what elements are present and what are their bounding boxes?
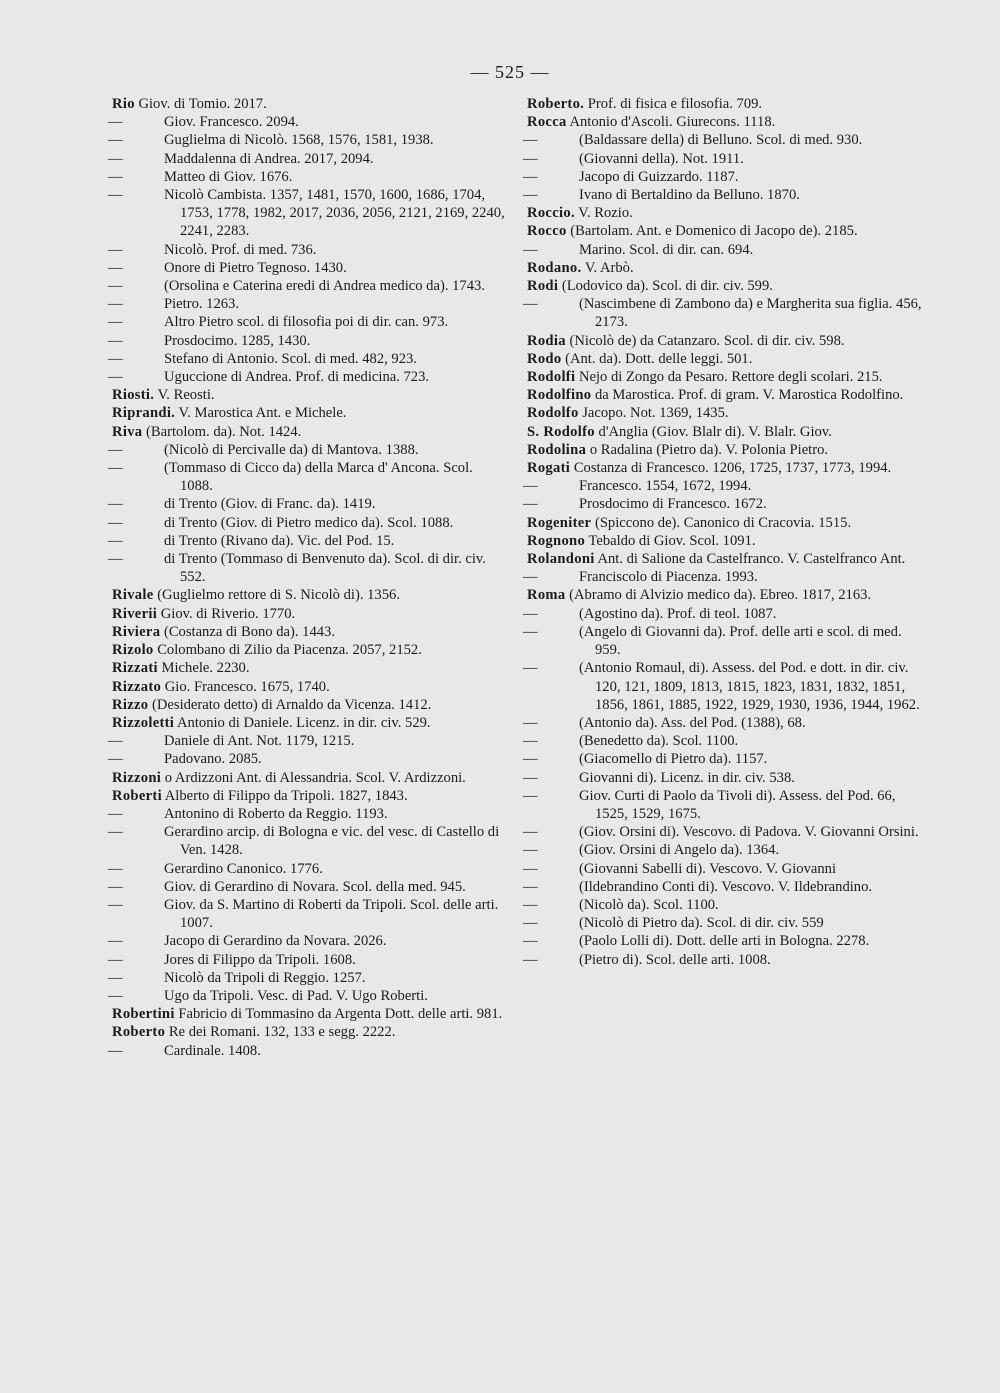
index-subentry <box>108 951 507 969</box>
index-subentry <box>523 769 922 787</box>
entry-dash: — <box>108 733 123 750</box>
index-subentry <box>108 750 507 768</box>
entry-dash: — <box>108 751 123 768</box>
entry-text: (Bartolam. Ant. e Domenico di Jacopo de). 2185. <box>570 223 858 240</box>
entry-headword: Rodo <box>527 350 562 367</box>
entry-text: (Ant. da). Dott. delle leggi. 501. <box>565 350 753 367</box>
entry-headword: Rolandoni <box>527 551 595 568</box>
entry-headword: Rizzo <box>112 696 149 713</box>
index-subentry <box>108 550 507 586</box>
entry-text: d'Anglia (Giov. Blalr di). V. Blalr. Giov. <box>598 423 832 440</box>
index-subentry <box>523 150 922 168</box>
index-entry <box>527 259 922 277</box>
entry-text: Nicolò. Prof. di med. 736. <box>164 241 317 258</box>
entry-headword: Riosti. <box>112 387 155 404</box>
index-subentry <box>523 605 922 623</box>
entry-text: Costanza di Francesco. 1206, 1725, 1737, 1773, 1994. <box>573 460 892 477</box>
entry-text: (Guglielmo rettore di S. Nicolò di). 1356. <box>157 587 400 604</box>
entry-text: (Nicolò de) da Catanzaro. Scol. di dir. civ. 598. <box>569 332 845 349</box>
index-entry <box>527 222 922 240</box>
index-entry <box>527 386 922 404</box>
entry-dash: — <box>523 660 538 677</box>
entry-dash: — <box>108 551 123 568</box>
index-subentry <box>523 787 922 823</box>
index-subentry <box>523 241 922 259</box>
index-subentry <box>108 459 507 495</box>
entry-dash: — <box>523 733 538 750</box>
entry-text: Gerardino Canonico. 1776. <box>164 860 323 877</box>
entry-dash: — <box>108 951 123 968</box>
entry-dash: — <box>108 332 123 349</box>
entry-text: o Radalina (Pietro da). V. Polonia Pietro. <box>589 441 829 458</box>
index-subentry <box>108 186 507 241</box>
index-entry <box>112 586 507 604</box>
entry-text: (Antonio da). Ass. del Pod. (1388), 68. <box>579 714 806 731</box>
entry-text: (Giovanni della). Not. 1911. <box>579 150 744 167</box>
index-entry <box>112 95 507 113</box>
index-subentry <box>108 732 507 750</box>
index-entry <box>112 696 507 714</box>
entry-dash: — <box>523 605 538 622</box>
entry-text: (Nicolò da). Scol. 1100. <box>579 896 719 913</box>
entry-dash: — <box>523 933 538 950</box>
entry-headword: Rodia <box>527 332 566 349</box>
index-entry <box>112 404 507 422</box>
index-subentry <box>108 313 507 331</box>
entry-text: Daniele di Ant. Not. 1179, 1215. <box>164 733 355 750</box>
entry-text: Cardinale. 1408. <box>164 1042 261 1059</box>
index-entry <box>112 423 507 441</box>
entry-text: (Giacomello di Pietro da). 1157. <box>579 751 768 768</box>
index-entry <box>112 1023 507 1041</box>
index-subentry <box>523 168 922 186</box>
entry-text: Re dei Romani. 132, 133 e segg. 2222. <box>168 1024 396 1041</box>
index-entry <box>527 204 922 222</box>
entry-headword: Rodolfi <box>527 369 576 386</box>
index-entry <box>527 550 922 568</box>
entry-headword: Roberti <box>112 787 162 804</box>
index-subentry <box>108 277 507 295</box>
entry-headword: Roma <box>527 587 566 604</box>
entry-text: di Trento (Giov. di Franc. da). 1419. <box>164 496 376 513</box>
index-subentry <box>523 951 922 969</box>
index-subentry <box>523 568 922 586</box>
entry-headword: Rodolfino <box>527 387 592 404</box>
index-subentry <box>523 932 922 950</box>
entry-text: Antonino di Roberto da Reggio. 1193. <box>164 805 388 822</box>
index-entry <box>527 332 922 350</box>
index-entry <box>527 368 922 386</box>
entry-text: Maddalenna di Andrea. 2017, 2094. <box>164 150 374 167</box>
page-number: — 525 — <box>470 62 550 82</box>
index-subentry <box>523 860 922 878</box>
entry-headword: S. Rodolfo <box>527 423 595 440</box>
entry-headword: Roccio. <box>527 205 575 222</box>
entry-text: Giov. Curti di Paolo da Tivoli di). Assess. del Pod. 66, 1525, 1529, 1675. <box>579 787 896 822</box>
entry-dash: — <box>108 168 123 185</box>
entry-text: (Desiderato detto) di Arnaldo da Vicenza. 1412. <box>152 696 432 713</box>
entry-text: V. Marostica Ant. e Michele. <box>178 405 347 422</box>
entry-headword: Rizzoni <box>112 769 162 786</box>
index-subentry <box>108 241 507 259</box>
entry-text: Alberto di Filippo da Tripoli. 1827, 1843. <box>164 787 408 804</box>
index-subentry <box>523 823 922 841</box>
entry-text: (Paolo Lolli di). Dott. delle arti in Bologna. 2278. <box>579 933 870 950</box>
entry-dash: — <box>523 296 538 313</box>
entry-text: Giov. di Gerardino di Novara. Scol. della med. 945. <box>164 878 466 895</box>
index-entry <box>112 678 507 696</box>
index-entry <box>527 277 922 295</box>
entry-text: Marino. Scol. di dir. can. 694. <box>579 241 754 258</box>
entry-dash: — <box>108 860 123 877</box>
entry-dash: — <box>108 150 123 167</box>
entry-dash: — <box>108 241 123 258</box>
index-subentry <box>108 168 507 186</box>
entry-text: Prosdocimo. 1285, 1430. <box>164 332 311 349</box>
entry-dash: — <box>523 751 538 768</box>
entry-headword: Rizzoletti <box>112 714 175 731</box>
entry-text: Franciscolo di Piacenza. 1993. <box>579 569 758 586</box>
entry-headword: Roberto. <box>527 96 585 112</box>
index-entry <box>527 459 922 477</box>
entry-text: (Lodovico da). Scol. di dir. civ. 599. <box>561 278 773 295</box>
index-subentry <box>108 150 507 168</box>
entry-text: Giovanni di). Licenz. in dir. civ. 538. <box>579 769 795 786</box>
entry-dash: — <box>108 514 123 531</box>
entry-text: da Marostica. Prof. di gram. V. Marostica Rodolfino. <box>595 387 904 404</box>
index-subentry <box>523 896 922 914</box>
entry-text: Tebaldo di Giov. Scol. 1091. <box>588 532 756 549</box>
entry-headword: Rocca <box>527 114 567 131</box>
entry-headword: Rogati <box>527 460 571 477</box>
index-subentry <box>523 495 922 513</box>
entry-headword: Rocco <box>527 223 567 240</box>
entry-text: Antonio d'Ascoli. Giurecons. 1118. <box>569 114 776 131</box>
index-subentry <box>523 841 922 859</box>
index-entry <box>112 769 507 787</box>
entry-headword: Rio <box>112 96 135 112</box>
index-subentry <box>108 514 507 532</box>
entry-text: Jacopo di Guizzardo. 1187. <box>579 168 739 185</box>
entry-text: (Ildebrandino Conti di). Vescovo. V. Ildebrandino. <box>579 878 873 895</box>
index-entry <box>112 386 507 404</box>
entry-text: (Orsolina e Caterina eredi di Andrea medico da). 1743. <box>164 278 485 295</box>
entry-dash: — <box>108 496 123 513</box>
index-subentry <box>523 623 922 659</box>
entry-text: Francesco. 1554, 1672, 1994. <box>579 478 752 495</box>
entry-text: (Angelo di Giovanni da). Prof. delle arti e scol. di med. 959. <box>579 623 902 659</box>
index-subentry <box>108 332 507 350</box>
entry-headword: Rogeniter <box>527 514 592 531</box>
entry-dash: — <box>108 460 123 477</box>
entry-dash: — <box>523 623 538 640</box>
entry-dash: — <box>523 569 538 586</box>
entry-text: Nicolò Cambista. 1357, 1481, 1570, 1600, 1686, 1704, 1753, 1778, 1982, 2017, 2036, 2056, 2121, 2169, 2240, 2241, 2283. <box>164 187 505 240</box>
index-subentry <box>108 1042 507 1060</box>
index-subentry <box>108 350 507 368</box>
index-subentry <box>108 131 507 149</box>
entry-text: o Ardizzoni Ant. di Alessandria. Scol. V. Ardizzoni. <box>164 769 466 786</box>
entry-text: Giov. da S. Martino di Roberti da Tripoli. Scol. delle arti. 1007. <box>164 896 499 932</box>
entry-dash: — <box>523 915 538 932</box>
index-subentry <box>523 186 922 204</box>
index-subentry <box>523 732 922 750</box>
entry-text: Nejo di Zongo da Pesaro. Rettore degli scolari. 215. <box>578 369 883 386</box>
entry-dash: — <box>108 187 123 204</box>
index-subentry <box>108 259 507 277</box>
entry-dash: — <box>108 805 123 822</box>
entry-dash: — <box>523 168 538 185</box>
entry-text: Giov. di Riverio. 1770. <box>160 605 296 622</box>
entry-text: V. Arbò. <box>584 259 634 276</box>
entry-dash: — <box>108 314 123 331</box>
entry-text: (Nicolò di Pietro da). Scol. di dir. civ. 559 <box>579 915 824 932</box>
index-subentry <box>108 368 507 386</box>
entry-text: Uguccione di Andrea. Prof. di medicina. 723. <box>164 369 430 386</box>
entry-text: (Nicolò di Percivalle da) di Mantova. 1388. <box>164 441 419 458</box>
index-subentry <box>523 477 922 495</box>
entry-headword: Riverii <box>112 605 158 622</box>
index-entry <box>112 605 507 623</box>
entry-dash: — <box>108 278 123 295</box>
entry-dash: — <box>108 114 123 131</box>
entry-dash: — <box>108 1042 123 1059</box>
index-entry <box>527 441 922 459</box>
entry-dash: — <box>523 769 538 786</box>
entry-dash: — <box>523 496 538 513</box>
entry-dash: — <box>108 296 123 313</box>
index-subentry <box>523 878 922 896</box>
entry-text: Jacopo. Not. 1369, 1435. <box>582 405 729 422</box>
index-subentry <box>523 659 922 714</box>
entry-dash: — <box>523 150 538 167</box>
entry-text: di Trento (Tommaso di Benvenuto da). Scol. di dir. civ. 552. <box>164 551 486 586</box>
index-entry <box>112 659 507 677</box>
entry-text: (Giov. Orsini di Angelo da). 1364. <box>579 842 780 859</box>
entry-headword: Rizolo <box>112 642 154 659</box>
entry-dash: — <box>523 241 538 258</box>
index-subentry <box>523 914 922 932</box>
entry-dash: — <box>108 878 123 895</box>
entry-text: Jores di Filippo da Tripoli. 1608. <box>164 951 356 968</box>
entry-dash: — <box>523 824 538 841</box>
entry-text: (Nascimbene di Zambono da) e Margherita sua figlia. 456, 2173. <box>579 296 922 331</box>
entry-dash: — <box>523 878 538 895</box>
index-entry <box>527 113 922 131</box>
index-subentry <box>108 295 507 313</box>
entry-dash: — <box>108 532 123 549</box>
entry-text: Giov. Francesco. 2094. <box>164 114 299 131</box>
entry-dash: — <box>523 896 538 913</box>
entry-dash: — <box>523 132 538 149</box>
index-entry <box>527 423 922 441</box>
entry-text: Nicolò da Tripoli di Reggio. 1257. <box>164 969 366 986</box>
entry-text: Altro Pietro scol. di filosofia poi di dir. can. 973. <box>164 314 449 331</box>
entry-text: V. Rozio. <box>578 205 633 222</box>
index-entry <box>112 1005 507 1023</box>
index-subentry <box>108 805 507 823</box>
entry-dash: — <box>523 842 538 859</box>
entry-dash: — <box>523 951 538 968</box>
entry-text: Ivano di Bertaldino da Belluno. 1870. <box>579 187 800 204</box>
entry-headword: Rizzato <box>112 678 162 695</box>
entry-dash: — <box>108 441 123 458</box>
index-subentry <box>523 295 922 331</box>
index-entry <box>527 95 922 113</box>
index-subentry <box>523 750 922 768</box>
entry-text: Gio. Francesco. 1675, 1740. <box>164 678 330 695</box>
entry-text: Prosdocimo di Francesco. 1672. <box>579 496 767 513</box>
entry-text: (Costanza di Bono da). 1443. <box>163 623 335 640</box>
entry-text: (Benedetto da). Scol. 1100. <box>579 733 739 750</box>
index-entry <box>112 787 507 805</box>
index-entry <box>527 350 922 368</box>
entry-headword: Rodano. <box>527 259 582 276</box>
entry-text: Fabricio di Tommasino da Argenta Dott. delle arti. 981. <box>178 1006 503 1023</box>
left-column <box>108 95 507 1060</box>
index-subentry <box>108 495 507 513</box>
entry-text: Padovano. 2085. <box>164 751 262 768</box>
entry-text: (Giovanni Sabelli di). Vescovo. V. Giovanni <box>579 860 836 877</box>
index-entry <box>527 532 922 550</box>
entry-dash: — <box>108 259 123 276</box>
entry-dash: — <box>108 824 123 841</box>
entry-headword: Roberto <box>112 1024 166 1041</box>
entry-text: Gerardino arcip. di Bologna e vic. del vesc. di Castello di Ven. 1428. <box>164 824 500 859</box>
index-subentry <box>108 969 507 987</box>
entry-text: Michele. 2230. <box>161 660 250 677</box>
entry-text: (Tommaso di Cicco da) della Marca d' Ancona. Scol. 1088. <box>164 460 473 495</box>
entry-text: (Agostino da). Prof. di teol. 1087. <box>579 605 777 622</box>
entry-headword: Riviera <box>112 623 161 640</box>
entry-text: Stefano di Antonio. Scol. di med. 482, 923. <box>164 350 417 367</box>
entry-text: (Baldassare della) di Belluno. Scol. di med. 930. <box>579 132 863 149</box>
index-subentry <box>523 131 922 149</box>
entry-headword: Rizzati <box>112 660 158 677</box>
entry-text: di Trento (Rivano da). Vic. del Pod. 15. <box>164 532 395 549</box>
entry-text: Prof. di fisica e filosofia. 709. <box>587 96 763 112</box>
entry-text: (Bartolom. da). Not. 1424. <box>146 423 302 440</box>
entry-dash: — <box>108 969 123 986</box>
index-subentry <box>108 532 507 550</box>
entry-headword: Riva <box>112 423 143 440</box>
index-subentry <box>108 823 507 859</box>
index-entry <box>112 623 507 641</box>
index-subentry <box>108 113 507 131</box>
entry-headword: Riprandi. <box>112 405 176 422</box>
entry-dash: — <box>108 987 123 1004</box>
entry-text: Guglielma di Nicolò. 1568, 1576, 1581, 1938. <box>164 132 434 149</box>
entry-headword: Rodolfo <box>527 405 579 422</box>
entry-text: Jacopo di Gerardino da Novara. 2026. <box>164 933 387 950</box>
index-entry <box>527 404 922 422</box>
index-subentry <box>108 932 507 950</box>
entry-text: Giov. di Tomio. 2017. <box>138 96 267 112</box>
index-subentry <box>108 878 507 896</box>
entry-dash: — <box>523 478 538 495</box>
entry-text: Ant. di Salione da Castelfranco. V. Castelfranco Ant. <box>597 551 906 568</box>
index-subentry <box>523 714 922 732</box>
entry-dash: — <box>523 187 538 204</box>
entry-headword: Rognono <box>527 532 586 549</box>
entry-dash: — <box>523 787 538 804</box>
right-column <box>523 95 922 969</box>
entry-text: (Spiccono de). Canonico di Cracovia. 1515. <box>594 514 852 531</box>
entry-text: Ugo da Tripoli. Vesc. di Pad. V. Ugo Roberti. <box>164 987 428 1004</box>
index-subentry <box>108 860 507 878</box>
entry-text: Pietro. 1263. <box>164 296 239 313</box>
entry-dash: — <box>108 132 123 149</box>
entry-text: (Antonio Romaul, di). Assess. del Pod. e dott. in dir. civ. 120, 121, 1809, 1813, 1815, 1823, 1831, 1832, 1851, 1856, 1861, 1885, 1922, 1929, 1930, 1936, 1944, 1962. <box>579 660 920 713</box>
entry-headword: Rivale <box>112 587 154 604</box>
entry-headword: Rodolina <box>527 441 587 458</box>
entry-dash: — <box>523 860 538 877</box>
entry-text: (Pietro di). Scol. delle arti. 1008. <box>579 951 771 968</box>
entry-headword: Rodi <box>527 278 559 295</box>
entry-text: Onore di Pietro Tegnoso. 1430. <box>164 259 347 276</box>
entry-text: di Trento (Giov. di Pietro medico da). Scol. 1088. <box>164 514 454 531</box>
entry-dash: — <box>108 933 123 950</box>
index-entry <box>527 514 922 532</box>
entry-dash: — <box>108 896 123 913</box>
index-subentry <box>108 896 507 932</box>
entry-dash: — <box>523 714 538 731</box>
index-entry <box>112 714 507 732</box>
entry-text: (Abramo di Alvizio medico da). Ebreo. 1817, 2163. <box>569 587 872 604</box>
entry-text: Colombano di Zilio da Piacenza. 2057, 2152. <box>157 642 422 659</box>
index-entry <box>527 586 922 604</box>
entry-dash: — <box>108 350 123 367</box>
entry-text: (Giov. Orsini di). Vescovo. di Padova. V. Giovanni Orsini. <box>579 824 919 841</box>
entry-text: Antonio di Daniele. Licenz. in dir. civ. 529. <box>177 714 431 731</box>
entry-dash: — <box>108 369 123 386</box>
index-subentry <box>108 441 507 459</box>
entry-headword: Robertini <box>112 1006 175 1023</box>
index-subentry <box>108 987 507 1005</box>
entry-text: Matteo di Giov. 1676. <box>164 168 293 185</box>
index-entry <box>112 641 507 659</box>
entry-text: V. Reosti. <box>157 387 215 404</box>
